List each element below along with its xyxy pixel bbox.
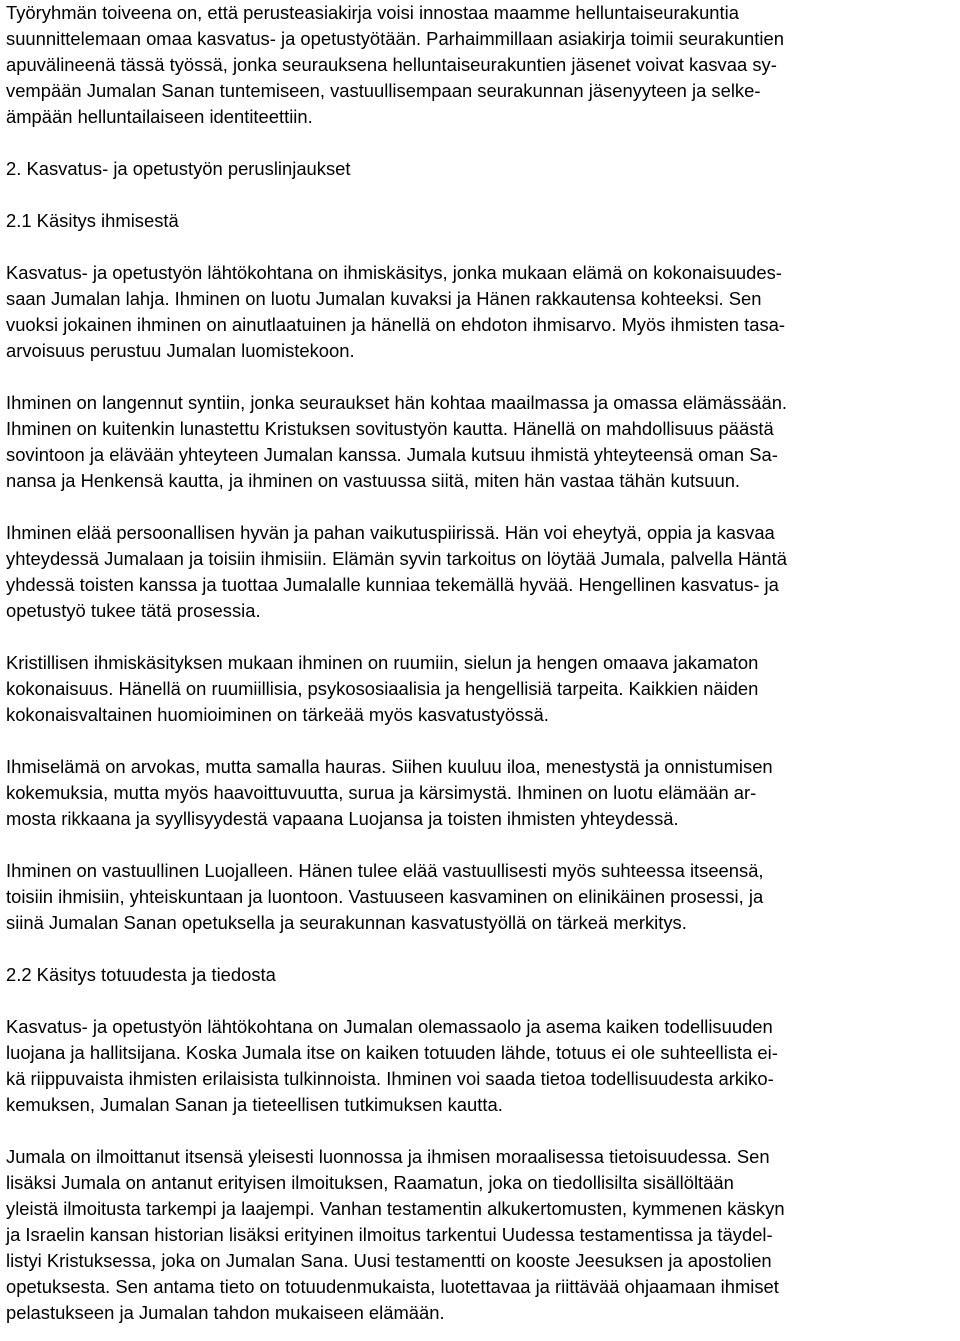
paragraph-spacer	[6, 182, 956, 208]
text-line: Ihminen elää persoonallisen hyvän ja pahan vaikutuspiirissä. Hän voi eheytyä, oppia ja kasvaa	[6, 522, 775, 543]
text-line: Ihmiselämä on arvokas, mutta samalla hauras. Siihen kuuluu iloa, menestystä ja onnistumisen	[6, 756, 773, 777]
text-line: 2.2 Käsitys totuudesta ja tiedosta	[6, 964, 276, 985]
text-line: lisäksi Jumala on antanut erityisen ilmoituksen, Raamatun, joka on tiedollisilta sisällöltään	[6, 1172, 734, 1193]
text-line: siinä Jumalan Sanan opetuksella ja seurakunnan kasvatustyöllä on tärkeä merkitys.	[6, 912, 687, 933]
paragraph-spacer	[6, 624, 956, 650]
paragraph-spacer	[6, 1118, 956, 1144]
text-line: suunnittelemaan omaa kasvatus- ja opetustyötään. Parhaimmillaan asiakirja toimii seurakuntien	[6, 28, 784, 49]
document-page	[6, 0, 956, 1326]
text-line: luojana ja hallitsijana. Koska Jumala itse on kaiken totuuden lähde, totuus ei ole suhteellista ei-	[6, 1042, 778, 1063]
text-line: vuoksi jokainen ihminen on ainutlaatuinen ja hänellä on ehdoton ihmisarvo. Myös ihmisten tasa-	[6, 314, 785, 335]
body-paragraph	[6, 0, 956, 130]
body-paragraph	[6, 754, 956, 832]
text-line: Jumala on ilmoittanut itsensä yleisesti luonnossa ja ihmisen moraalisessa tietoisuudessa. Sen	[6, 1146, 770, 1167]
paragraph-spacer	[6, 234, 956, 260]
text-line: opetuksesta. Sen antama tieto on totuudenmukaista, luotettavaa ja riittävää ohjaamaan ihmiset	[6, 1276, 779, 1297]
text-line: yleistä ilmoitusta tarkempi ja laajempi. Vanhan testamentin alkukertomusten, kymmenen käskyn	[6, 1198, 785, 1219]
paragraph-spacer	[6, 832, 956, 858]
text-line: sovintoon ja elävään yhteyteen Jumalan kanssa. Jumala kutsuu ihmistä yhteyteensä oman Sa-	[6, 444, 778, 465]
body-paragraph	[6, 260, 956, 364]
body-paragraph	[6, 390, 956, 494]
text-line: listyi Kristuksessa, joka on Jumalan Sana. Uusi testamentti on kooste Jeesuksen ja apostolien	[6, 1250, 772, 1271]
text-line: yhdessä toisten kanssa ja tuottaa Jumalalle kunniaa tekemällä hyvää. Hengellinen kasvatus- ja	[6, 574, 779, 595]
text-line: mosta rikkaana ja syyllisyydestä vapaana Luojansa ja toisten ihmisten yhteydessä.	[6, 808, 679, 829]
text-line: apuvälineenä tässä työssä, jonka seurauksena helluntaiseurakuntien jäsenet voivat kasvaa sy-	[6, 54, 777, 75]
text-line: kemuksen, Jumalan Sanan ja tieteellisen tutkimuksen kautta.	[6, 1094, 503, 1115]
text-line: Kasvatus- ja opetustyön lähtökohtana on ihmiskäsitys, jonka mukaan elämä on kokonaisuudes-	[6, 262, 782, 283]
body-paragraph	[6, 858, 956, 936]
text-line: Kasvatus- ja opetustyön lähtökohtana on Jumalan olemassaolo ja asema kaiken todellisuuden	[6, 1016, 773, 1037]
text-line: kä riippuvaista ihmisten erilaisista tulkinnoista. Ihminen voi saada tietoa todellisuudesta arkiko-	[6, 1068, 774, 1089]
text-line: Ihminen on langennut syntiin, jonka seuraukset hän kohtaa maailmassa ja omassa elämässään.	[6, 392, 788, 413]
paragraph-spacer	[6, 936, 956, 962]
text-line: Ihminen on vastuullinen Luojalleen. Hänen tulee elää vastuullisesti myös suhteessa itseensä,	[6, 860, 764, 881]
body-paragraph	[6, 650, 956, 728]
body-paragraph	[6, 1144, 956, 1326]
text-line: 2. Kasvatus- ja opetustyön peruslinjaukset	[6, 158, 351, 179]
text-line: yhteydessä Jumalaan ja toisiin ihmisiin. Elämän syvin tarkoitus on löytää Jumala, palvella Häntä	[6, 548, 787, 569]
paragraph-spacer	[6, 130, 956, 156]
text-line: Kristillisen ihmiskäsityksen mukaan ihminen on ruumiin, sielun ja hengen omaava jakamaton	[6, 652, 759, 673]
subsection-heading	[6, 962, 956, 988]
paragraph-spacer	[6, 494, 956, 520]
text-line: ja Israelin kansan historian lisäksi erityinen ilmoitus tarkentui Uudessa testamentissa ja täydel-	[6, 1224, 773, 1245]
paragraph-spacer	[6, 728, 956, 754]
text-line: vempään Jumalan Sanan tuntemiseen, vastuullisempaan seurakunnan jäsenyyteen ja selke-	[6, 80, 761, 101]
text-line: arvoisuus perustuu Jumalan luomistekoon.	[6, 340, 355, 361]
text-line: 2.1 Käsitys ihmisestä	[6, 210, 179, 231]
text-line: ämpään helluntailaiseen identiteettiin.	[6, 106, 313, 127]
text-line: opetustyö tukee tätä prosessia.	[6, 600, 261, 621]
body-paragraph	[6, 1014, 956, 1118]
text-line: kokonaisvaltainen huomioiminen on tärkeää myös kasvatustyössä.	[6, 704, 549, 725]
paragraph-spacer	[6, 364, 956, 390]
text-line: kokemuksia, mutta myös haavoittuvuutta, surua ja kärsimystä. Ihminen on luotu elämään ar-	[6, 782, 757, 803]
text-line: saan Jumalan lahja. Ihminen on luotu Jumalan kuvaksi ja Hänen rakkautensa kohteeksi. Sen	[6, 288, 762, 309]
paragraph-spacer	[6, 988, 956, 1014]
text-line: Työryhmän toiveena on, että perusteasiakirja voisi innostaa maamme helluntaiseurakuntia	[6, 2, 739, 23]
text-line: nansa ja Henkensä kautta, ja ihminen on vastuussa siitä, miten hän vastaa tähän kutsuun.	[6, 470, 741, 491]
subsection-heading	[6, 208, 956, 234]
text-line: Ihminen on kuitenkin lunastettu Kristuksen sovitustyön kautta. Hänellä on mahdollisuus päästä	[6, 418, 774, 439]
body-paragraph	[6, 520, 956, 624]
section-heading	[6, 156, 956, 182]
text-line: kokonaisuus. Hänellä on ruumiillisia, psykososiaalisia ja hengellisiä tarpeita. Kaikkien näiden	[6, 678, 759, 699]
text-line: toisiin ihmisiin, yhteiskuntaan ja luontoon. Vastuuseen kasvaminen on elinikäinen prosessi, ja	[6, 886, 764, 907]
text-line: pelastukseen ja Jumalan tahdon mukaiseen elämään.	[6, 1302, 445, 1323]
